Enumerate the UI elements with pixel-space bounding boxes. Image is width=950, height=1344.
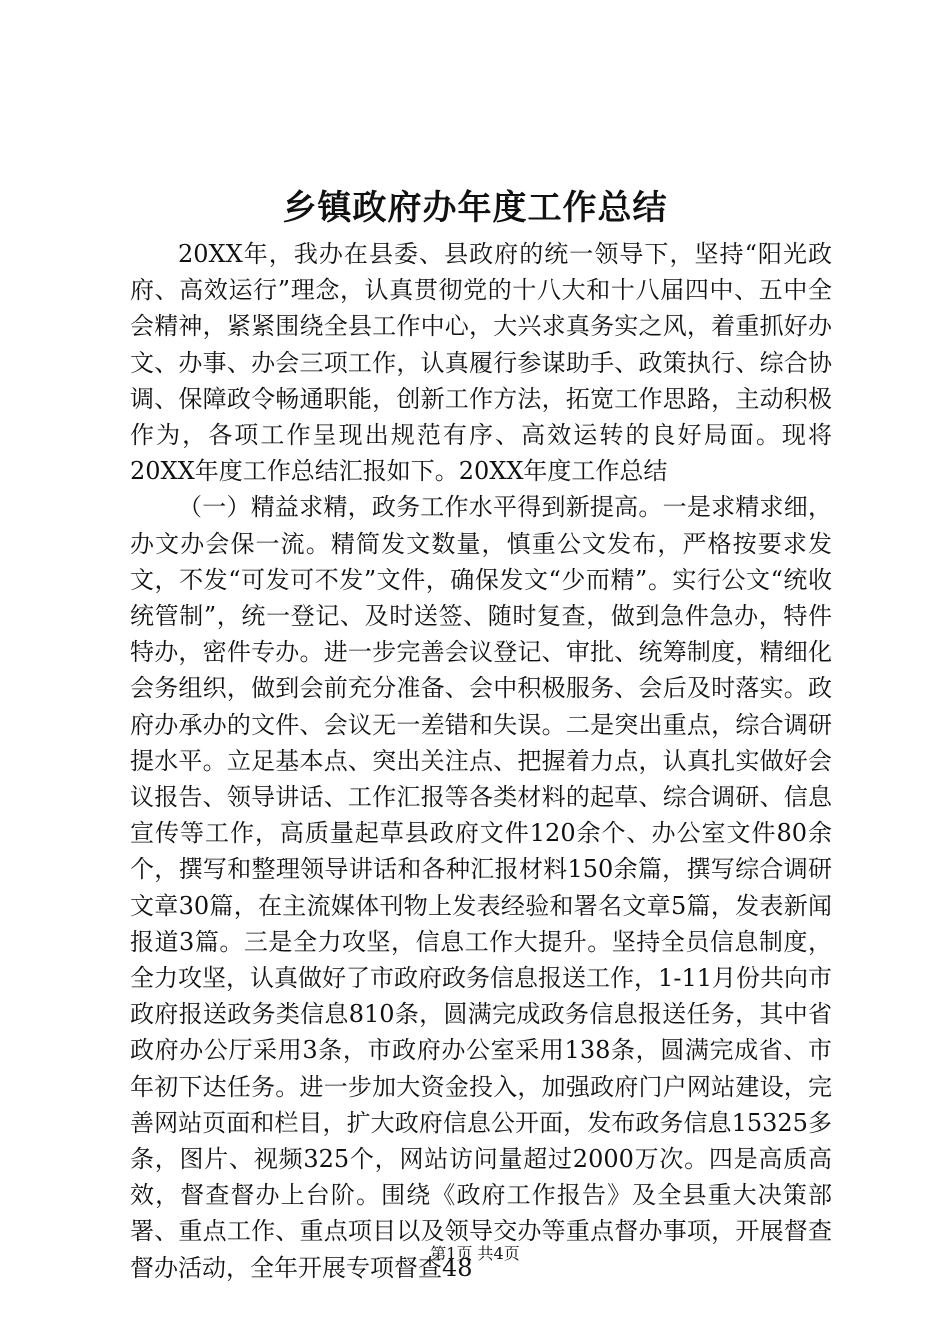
paragraph-intro: 20XX年，我办在县委、县政府的统一领导下，坚持“阳光政府、高效运行”理念，认真贯彻党的十八大和十八届四中、五中全会精神，紧紧围绕全县工作中心，大兴求真务实之风，着重抓好办文、办事、办会三项工作，认真履行参谋助手、政策执行、综合协调、保障政令畅通职能，创新工作方法，拓宽工作思路，主动积极作为，各项工作呈现出规范有序、高效运转的良好局面。现将20XX年度工作总结汇报如下。20XX年度工作总结	[130, 240, 832, 486]
page-footer: 第1页 共4页	[430, 1244, 520, 1263]
paragraph-section-one: （一）精益求精，政务工作水平得到新提高。一是求精求细，办文办会保一流。精简发文数量，慎重公文发布，严格按要求发文，不发“可发可不发”文件，确保发文“少而精”。实行公文“统收统管制”，统一登记、及时送签、随时复查，做到急件急办，特件特办，密件专办。进一步完善会议登记、审批、统筹制度，精细化会务组织，做到会前充分准备、会中积极服务、会后及时落实。政府办承办的文件、会议无一差错和失误。二是突出重点，综合调研提水平。立足基本点、突出关注点、把握着力点，认真扎实做好会议报告、领导讲话、工作汇报等各类材料的起草、综合调研、信息宣传等工作，高质量起草县政府文件120余个、办公室文件80余个，撰写和整理领导讲话和各种汇报材料150余篇，撰写综合调研文章30篇，在主流媒体刊物上发表经验和署名文章5篇，发表新闻报道3篇。三是全力攻坚，信息工作大提升。坚持全员信息制度，全力攻坚，认真做好了市政府政务信息报送工作，1-11月份共向市政府报送政务类信息810条，圆满完成政务信息报送任务，其中省政府办公厅采用3条，市政府办公室采用138条，圆满完成省、市年初下达任务。进一步加大资金投入，加强政府门户网站建设，完善网站页面和栏目，扩大政府信息公开面，发布政务信息15325多条，图片、视频325个，网站访问量超过2000万次。四是高质高效，督查督办上台阶。围绕《政府工作报告》及全县重大决策部署、重点工作、重点项目以及领导交办等重点督办事项，开展督查督办活动，全年开展专项督查48	[130, 493, 832, 1282]
document-title: 乡镇政府办年度工作总结	[282, 188, 668, 228]
document-body	[130, 236, 832, 1286]
